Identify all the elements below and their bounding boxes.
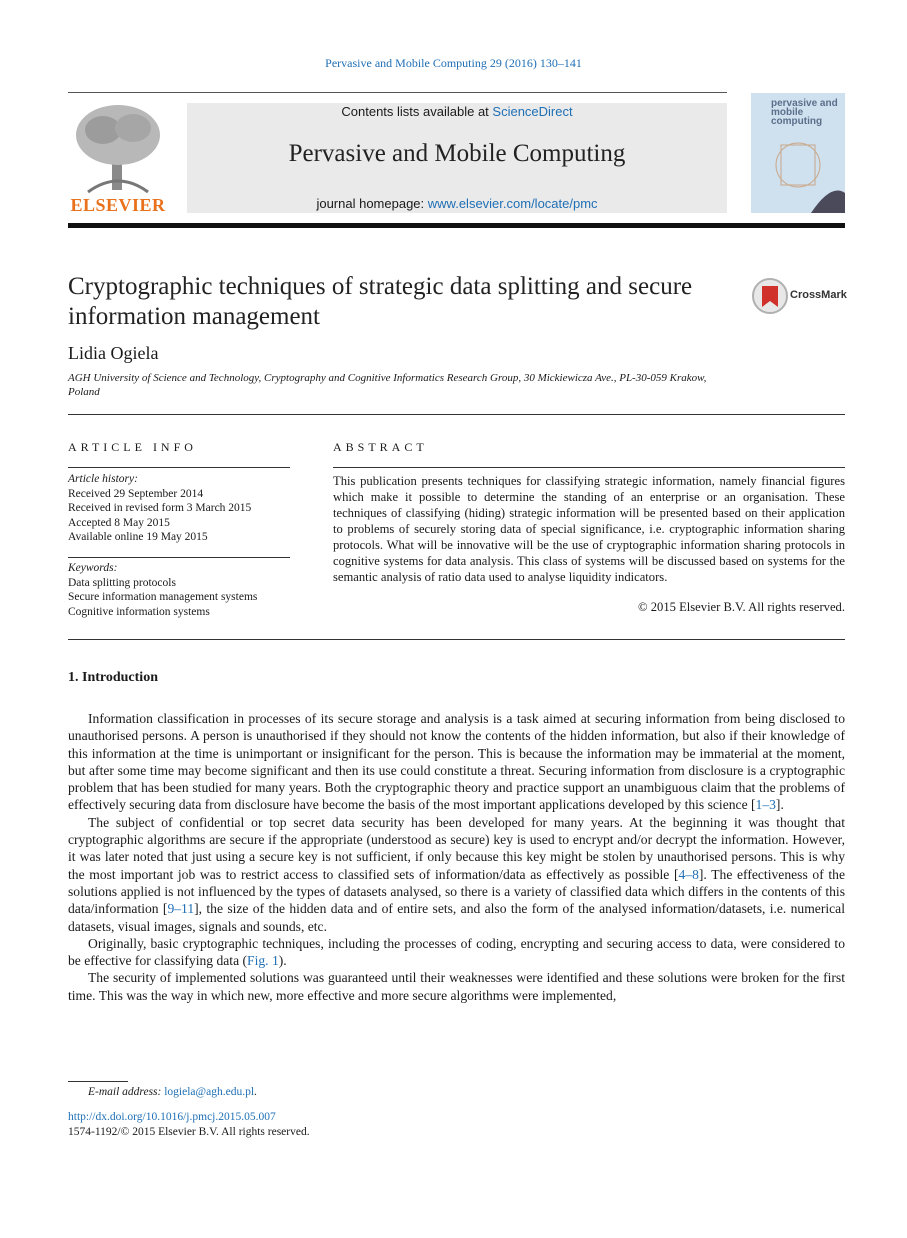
- keywords-rule: [68, 557, 290, 558]
- keywords-list: [68, 561, 290, 619]
- figure-link[interactable]: Fig. 1: [247, 953, 279, 969]
- contents-prefix: Contents lists available at: [341, 104, 493, 119]
- paragraph-text: The security of implemented solutions was guaranteed until their weaknesses were identified and these solutions were broken for the first time. This was the way in which new, more effective and more secure algorithms were implemented,: [68, 970, 845, 1003]
- homepage-prefix: journal homepage:: [316, 196, 428, 211]
- email-link[interactable]: logiela@agh.edu.pl: [164, 1086, 255, 1098]
- paragraph-text: ], the size of the hidden data and of entire sets, and also the form of the analysed information/datasets, i.e. numerical datasets, visual images, signals and sounds, etc.: [68, 901, 845, 934]
- history-item: Received in revised form 3 March 2015: [68, 502, 252, 514]
- citation-link[interactable]: 1–3: [755, 797, 776, 813]
- abstract-copyright: © 2015 Elsevier B.V. All rights reserved.: [638, 600, 845, 614]
- journal-cover: [751, 93, 845, 213]
- keyword-item: Cognitive information systems: [68, 605, 210, 618]
- sciencedirect-link[interactable]: ScienceDirect: [492, 104, 573, 119]
- paragraph: [68, 814, 845, 935]
- email-end: .: [254, 1086, 257, 1098]
- paragraph-text: Information classification in processes of its secure storage and analysis is a task aimed at securing information from being disclosed to unauthorised persons. A person is unauthorised if they should not know the contents of the hidden information, but also if their knowledge of this information at the time is unimportant or insignificant for the person. This is because the information may be immaterial at the moment, but after some time may become significant and then its use could constitute a threat. Securing information from disclosure is a cryptographic problem that has been studied for many years. Both the cryptographic theory and practice support an unambiguous claim that the problems of effectively securing data from disclosure have become the basis of the most important applications developed by this science [: [68, 711, 845, 813]
- crossmark-label[interactable]: CrossMark: [790, 289, 847, 301]
- keyword-item: Data splitting protocols: [68, 576, 176, 589]
- keyword-item: Secure information management systems: [68, 591, 258, 603]
- cover-title: pervasive and mobile computing: [771, 98, 838, 127]
- author-name: Lidia Ogiela: [68, 343, 159, 363]
- issn-line: 1574-1192/© 2015 Elsevier B.V. All rights reserved.: [68, 1125, 310, 1138]
- paragraph: [68, 935, 845, 970]
- article-history: [68, 472, 290, 545]
- contents-line: [187, 104, 727, 119]
- header-thick-rule: [68, 223, 845, 228]
- journal-reference[interactable]: Pervasive and Mobile Computing 29 (2016) 130–141: [325, 56, 582, 70]
- paragraph-text: ].: [775, 797, 784, 813]
- section-heading: 1. Introduction: [68, 670, 158, 685]
- section-body: [68, 710, 845, 1004]
- doi-block: [68, 1110, 310, 1139]
- citation-link[interactable]: 4–8: [678, 866, 699, 882]
- author-footnote: [68, 1086, 257, 1098]
- article-info-heading: ARTICLE INFO: [68, 440, 197, 454]
- author-affiliation: AGH University of Science and Technology, Cryptography and Cognitive Informatics Research Group, 30 Mickiewicza Ave., PL-30-059 Krakow, Poland: [68, 372, 707, 398]
- article-info-rule: [68, 467, 290, 468]
- elsevier-wordmark: ELSEVIER: [70, 195, 166, 215]
- journal-homepage-link[interactable]: www.elsevier.com/locate/pmc: [427, 196, 598, 211]
- paragraph-text: Originally, basic cryptographic techniques, including the processes of coding, encrypting and securing access to data, were considered to be effective for classifying data (: [68, 935, 845, 969]
- title-rule: [68, 414, 845, 415]
- header-rule: [68, 92, 727, 93]
- keywords-label: Keywords:: [68, 562, 118, 574]
- doi-link[interactable]: http://dx.doi.org/10.1016/j.pmcj.2015.05.007: [68, 1111, 276, 1123]
- cover-artwork: [751, 93, 845, 213]
- history-item: Accepted 8 May 2015: [68, 516, 170, 529]
- history-label: Article history:: [68, 473, 138, 485]
- paragraph: [68, 969, 845, 1004]
- abstract-heading: ABSTRACT: [333, 440, 428, 454]
- email-label: E-mail address:: [88, 1086, 162, 1098]
- abstract-rule: [333, 467, 845, 468]
- footnote-rule: [68, 1081, 128, 1082]
- history-item: Available online 19 May 2015: [68, 531, 208, 543]
- abstract-text: This publication presents techniques for classifying strategic information, namely financial figures which make it possible to determine the standing of an enterprise or an organisation. These techniques of classifying (hiding) strategic information will be presented based on their application to problems of securely storing data of special significance, i.e. cryptographic information sharing protocols. What will be innovative will be the use of cryptographic information sharing protocols in cognitive systems for data analysis. This class of systems will be discussed based on systems for the semantic analysis of ratio data used to analyse liquidity indicators.: [333, 474, 845, 584]
- journal-title: Pervasive and Mobile Computing: [288, 140, 626, 167]
- citation-link[interactable]: 9–11: [167, 901, 195, 917]
- paragraph-text: The subject of confidential or top secret data security has been developed for many years. At the beginning it was thought that cryptographic algorithms are secure if the appropriate (understood as secure) key is used to encrypt and/or decrypt the information. However, it was later noted that just using a secure key is not sufficient, if only because this key might be stolen by unauthorised persons. This is why the most important job was to restrict access to classified sets of information/data as effectively as possible [: [68, 814, 845, 882]
- homepage-line: [187, 196, 727, 211]
- article-title: Cryptographic techniques of strategic data splitting and secure information management: [68, 273, 693, 330]
- paragraph: [68, 710, 845, 814]
- abstract-end-rule: [68, 639, 845, 640]
- paragraph-text: ]. The effectiveness of the solutions applied is not influenced by the types of datasets analysed, so there is a variety of classified data which differs in the contents of this data/information [: [68, 866, 845, 917]
- history-item: Received 29 September 2014: [68, 487, 204, 500]
- paragraph-text: ).: [278, 953, 287, 969]
